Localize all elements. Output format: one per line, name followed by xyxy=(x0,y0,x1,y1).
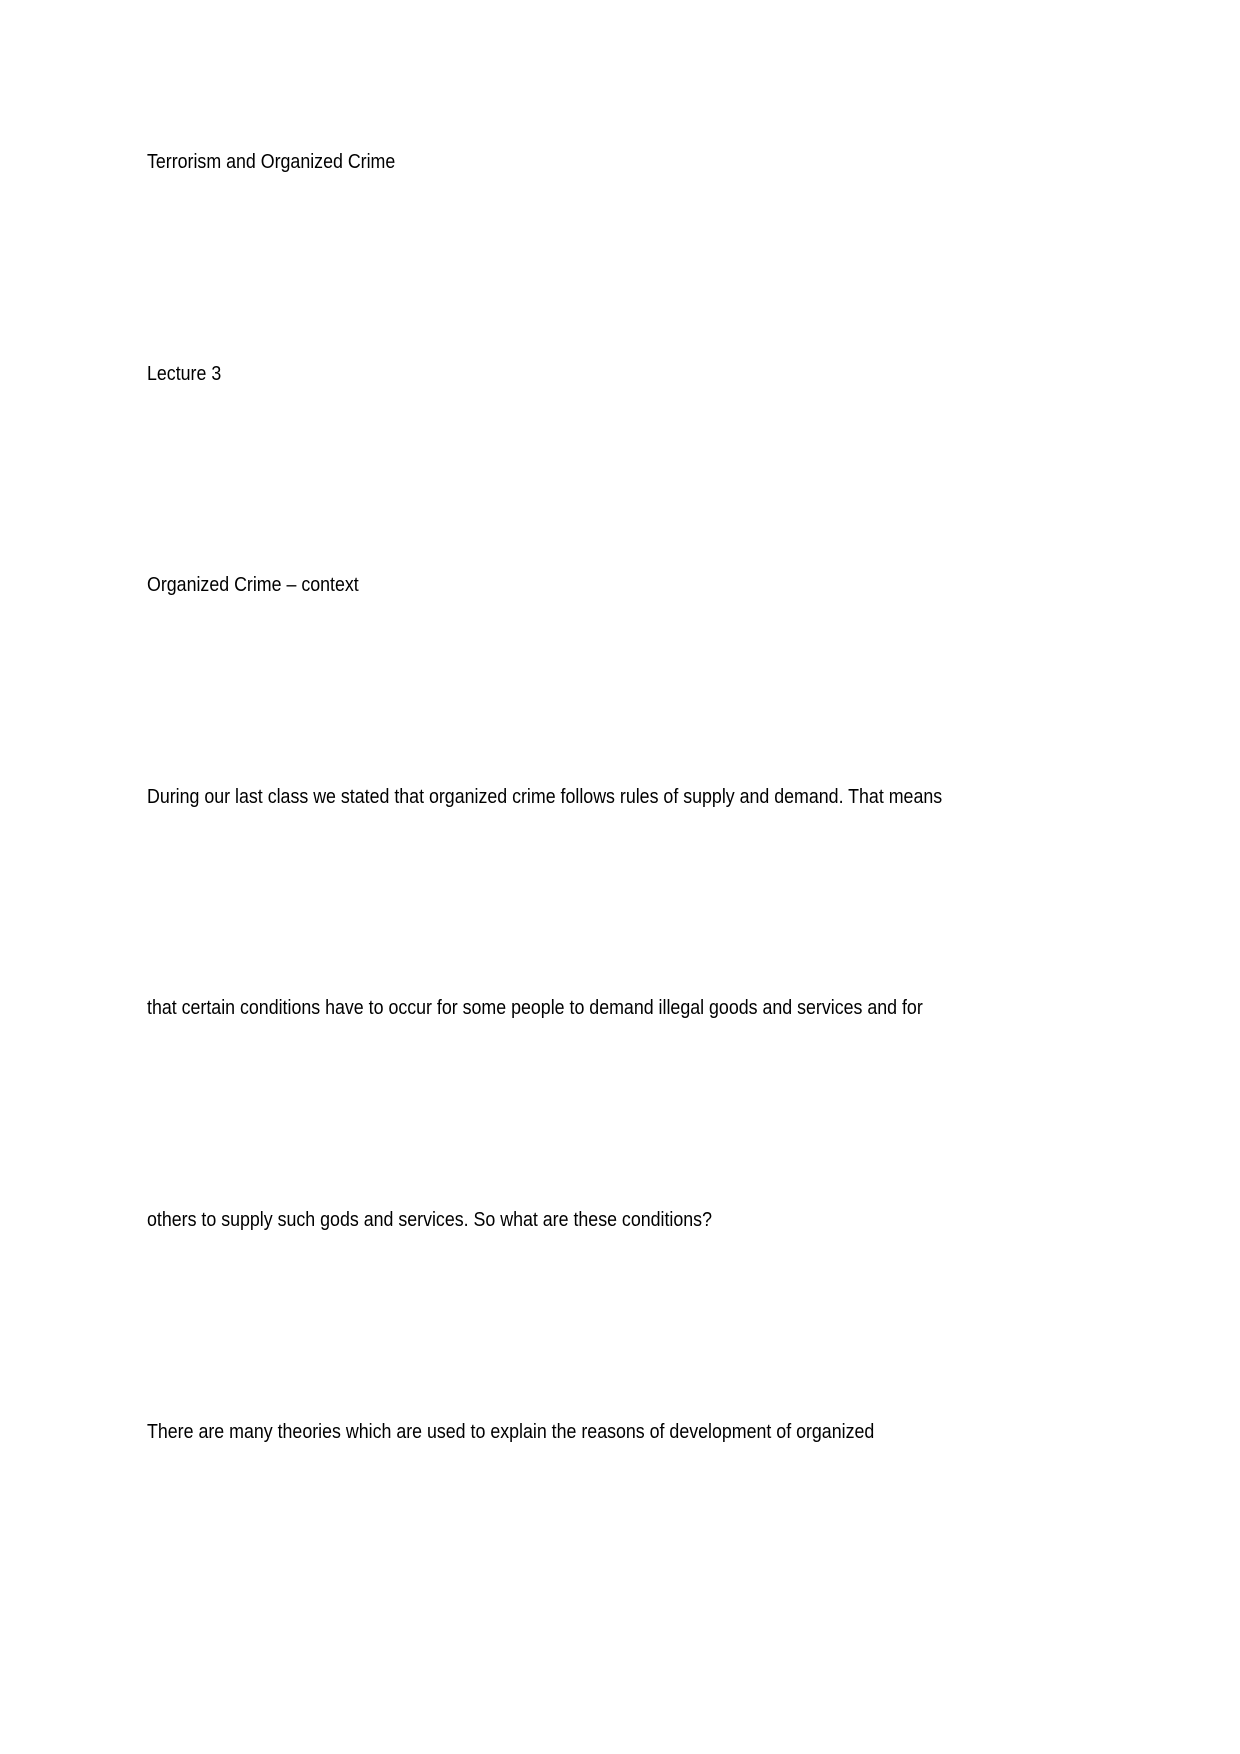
document-title: Terrorism and Organized Crime xyxy=(147,151,396,173)
paragraph-line: that certain conditions have to occur for some people to demand illegal goods and services and for xyxy=(147,997,923,1019)
lecture-number: Lecture 3 xyxy=(147,363,222,385)
section-heading: Organized Crime – context xyxy=(147,574,359,596)
paragraph-line: There are many theories which are used to explain the reasons of development of organized xyxy=(147,1421,875,1443)
paragraph-line: During our last class we stated that organized crime follows rules of supply and demand. That means xyxy=(147,786,943,808)
paragraph-line: others to supply such gods and services. So what are these conditions? xyxy=(147,1209,712,1231)
